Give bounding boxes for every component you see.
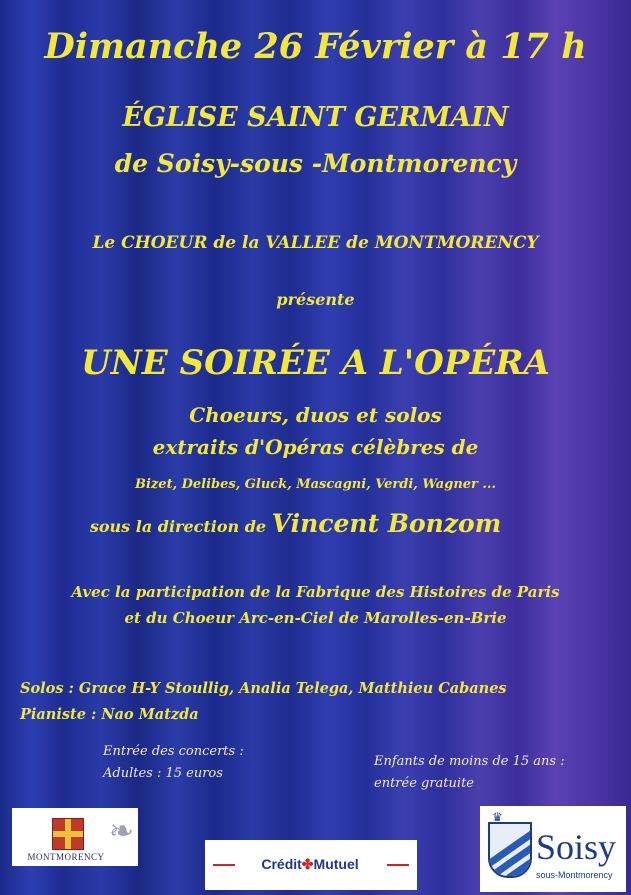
pianist-line: Pianiste : Nao Matzda [20, 706, 199, 723]
direction-line [0, 504, 611, 547]
venue-line-1: ÉGLISE SAINT GERMAIN [122, 102, 509, 133]
presents-label: présente [276, 290, 355, 309]
subtitle-line-2: extraits d'Opéras célèbres de [152, 435, 479, 459]
event-title: UNE SOIRÉE A L'OPÉRA [81, 343, 550, 383]
choir-name: Le CHOEUR de la VALLEE de MONTMORENCY [92, 233, 539, 253]
venue-line-2: de Soisy-sous -Montmorency [114, 149, 517, 178]
credit-mutuel-logo [205, 840, 417, 890]
conductor-name: Vincent Bonzom [271, 509, 502, 538]
direction-prefix: sous la direction de [89, 517, 267, 536]
montmorency-logo [12, 808, 138, 866]
children-line-2: entrée gratuite [374, 776, 474, 791]
montmorency-logo-text: MONTMORENCY [27, 852, 105, 862]
participation-line-2: et du Choeur Arc-en-Ciel de Marolles-en-Brie [124, 609, 507, 627]
credit-mutuel-wordmark [205, 856, 415, 873]
soloists-line: Solos : Grace H-Y Stoullig, Analia Telega, Matthieu Cabanes [20, 680, 507, 697]
date-line: Dimanche 26 Février à 17 h [44, 26, 587, 67]
montmorency-crest [52, 818, 84, 850]
soisy-logo-subtitle: sous-Montmorency [536, 870, 613, 880]
subtitle-line-1: Choeurs, duos et solos [189, 403, 442, 427]
soisy-logo [480, 806, 626, 892]
soisy-logo-name: Soisy [536, 827, 617, 867]
soisy-shield-icon [488, 822, 532, 878]
children-line-1: Enfants de moins de 15 ans : [374, 754, 565, 769]
crown-icon: ♛ [492, 810, 503, 824]
wing-icon: ❧ [108, 814, 134, 849]
entry-line-2: Adultes : 15 euros [103, 766, 223, 781]
credit-mutuel-part-1: Crédit [261, 856, 302, 872]
participation-line-1: Avec la participation de la Fabrique des Histoires de Paris [71, 583, 560, 601]
credit-mutuel-part-2: Mutuel [313, 856, 359, 872]
composers-list: Bizet, Delibes, Gluck, Mascagni, Verdi, Wagner ... [134, 477, 496, 492]
entry-line-1: Entrée des concerts : [103, 744, 244, 759]
credit-mutuel-knot-icon: ✤ [301, 856, 314, 872]
